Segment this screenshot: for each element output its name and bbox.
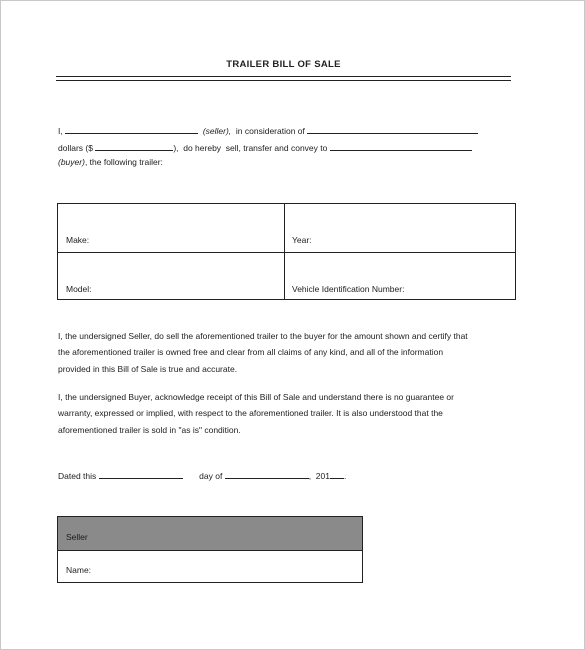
seller-table-header	[58, 517, 362, 551]
day-blank[interactable]	[99, 469, 183, 479]
paragraph-line: the aforementioned trailer is owned free and clear from all claims of any kind, and all of the information	[58, 347, 444, 358]
consideration-amount-words-blank[interactable]	[307, 124, 478, 134]
buyer-acknowledgement-paragraph	[58, 389, 528, 438]
make-field[interactable]: Make:	[66, 235, 90, 245]
paragraph-line: warranty, expressed or implied, with respect to the aforementioned trailer. It is also understood that the	[58, 408, 443, 419]
paragraph-line: aforementioned trailer is sold in "as is" condition.	[58, 424, 241, 435]
seller-signature-table	[57, 516, 363, 583]
paragraph-line: I, the undersigned Seller, do sell the aforementioned trailer to the buyer for the amount shown and certify that	[58, 331, 468, 341]
seller-name-blank[interactable]	[65, 124, 198, 134]
seller-header-label: Seller	[66, 532, 88, 542]
table-row-divider	[58, 252, 515, 253]
month-blank[interactable]	[225, 469, 309, 479]
intro-i-label: I,	[58, 126, 66, 136]
intro-line-1	[58, 124, 478, 136]
title-rule-bottom	[56, 80, 511, 81]
dollars-label: dollars ($	[58, 143, 96, 153]
dated-line	[58, 469, 346, 481]
seller-certification-paragraph	[58, 328, 528, 377]
seller-name-field[interactable]: Name:	[66, 565, 92, 575]
dated-end: .	[343, 471, 347, 481]
document-title: TRAILER BILL OF SALE	[226, 59, 341, 70]
intro-line-3	[58, 157, 163, 167]
model-field[interactable]: Model:	[66, 284, 92, 294]
convey-label: ), do hereby sell, transfer and convey to	[173, 143, 330, 153]
seller-role-label: (seller),	[202, 126, 232, 136]
title-rule-top	[56, 76, 511, 77]
day-of-label: day of	[194, 471, 225, 481]
consideration-label: in consideration of	[231, 126, 308, 136]
buyer-name-blank[interactable]	[330, 141, 472, 151]
intro-line-2	[58, 141, 472, 153]
year-prefix-label: , 201	[308, 471, 330, 481]
following-trailer-label: , the following trailer:	[84, 157, 163, 167]
year-field[interactable]: Year:	[292, 235, 312, 245]
paragraph-line: provided in this Bill of Sale is true and accurate.	[58, 363, 238, 374]
paragraph-line: I, the undersigned Buyer, acknowledge receipt of this Bill of Sale and understand there is no guarantee or	[58, 392, 454, 402]
buyer-role-label: (buyer)	[58, 157, 85, 167]
dated-this-label: Dated this	[58, 471, 99, 481]
dollar-amount-blank[interactable]	[95, 141, 173, 151]
vehicle-info-table	[57, 203, 516, 300]
vin-field[interactable]: Vehicle Identification Number:	[292, 284, 405, 294]
year-blank[interactable]	[330, 469, 347, 481]
